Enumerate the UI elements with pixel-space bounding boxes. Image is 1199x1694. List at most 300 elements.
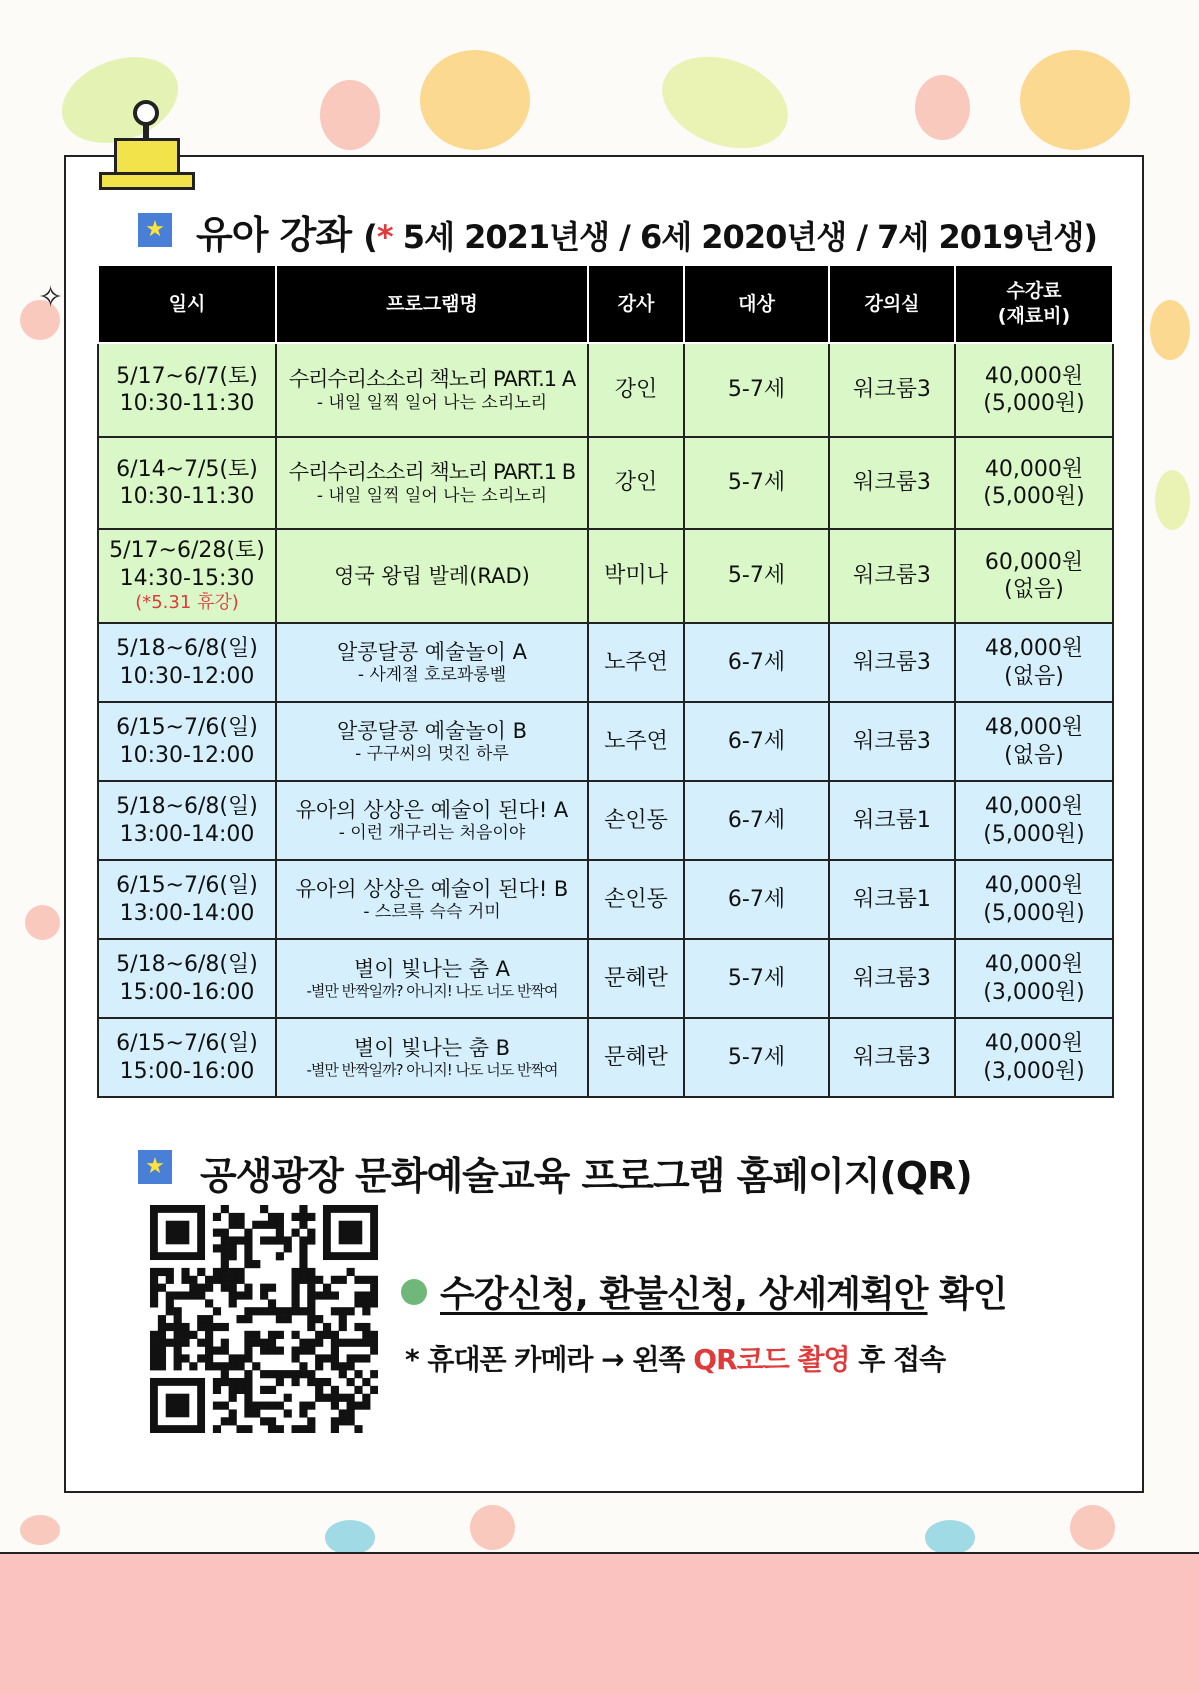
qr-module bbox=[307, 1291, 315, 1299]
qr-module bbox=[229, 1386, 237, 1394]
qr-module bbox=[339, 1409, 347, 1417]
qr-module bbox=[166, 1307, 174, 1315]
qr-module bbox=[370, 1386, 378, 1394]
qr-module bbox=[166, 1291, 174, 1299]
qr-module bbox=[362, 1276, 370, 1284]
qr-module bbox=[276, 1221, 284, 1229]
qr-module bbox=[331, 1354, 339, 1362]
qr-module bbox=[197, 1315, 205, 1323]
qr-module bbox=[174, 1315, 182, 1323]
qr-module bbox=[268, 1425, 276, 1433]
qr-module bbox=[205, 1339, 213, 1347]
qr-module bbox=[276, 1213, 284, 1221]
cell-room: 워크룸3 bbox=[829, 529, 955, 623]
qr-module bbox=[221, 1417, 229, 1425]
qr-module bbox=[299, 1307, 307, 1315]
qr-module bbox=[213, 1244, 221, 1252]
qr-module bbox=[354, 1339, 362, 1347]
qr-module bbox=[197, 1323, 205, 1331]
qr-module bbox=[244, 1291, 252, 1299]
qr-module bbox=[260, 1386, 268, 1394]
table-row bbox=[98, 702, 1113, 781]
bg-blob-blue bbox=[325, 1520, 375, 1555]
qr-module bbox=[213, 1213, 221, 1221]
qr-module bbox=[244, 1425, 252, 1433]
qr-module bbox=[221, 1268, 229, 1276]
cell-teacher: 박미나 bbox=[588, 529, 684, 623]
qr-module bbox=[244, 1378, 252, 1386]
qr-module bbox=[221, 1276, 229, 1284]
table-row bbox=[98, 1018, 1113, 1097]
qr-module bbox=[307, 1323, 315, 1331]
qr-module bbox=[347, 1378, 355, 1386]
qr-module bbox=[299, 1362, 307, 1370]
cell-program: 알콩달콩 예술놀이 B - 구구씨의 멋진 하루 bbox=[276, 702, 588, 781]
qr-module bbox=[181, 1354, 189, 1362]
cell-teacher: 손인동 bbox=[588, 860, 684, 939]
qr-module bbox=[197, 1284, 205, 1292]
qr-module bbox=[331, 1362, 339, 1370]
qr-module bbox=[362, 1331, 370, 1339]
qr-module bbox=[268, 1347, 276, 1355]
qr-module bbox=[174, 1362, 182, 1370]
qr-module bbox=[292, 1354, 300, 1362]
qr-module bbox=[284, 1370, 292, 1378]
qr-module bbox=[315, 1394, 323, 1402]
qr-module bbox=[221, 1236, 229, 1244]
qr-module bbox=[158, 1284, 166, 1292]
qr-module bbox=[323, 1284, 331, 1292]
qr-module bbox=[284, 1409, 292, 1417]
col-header-fee: 수강료 (재료비) bbox=[955, 265, 1113, 343]
green-dot-icon bbox=[401, 1279, 427, 1305]
qr-module bbox=[221, 1260, 229, 1268]
qr-module bbox=[299, 1347, 307, 1355]
qr-module bbox=[292, 1229, 300, 1237]
bg-blob-orange bbox=[1020, 50, 1130, 150]
bg-blob-pink bbox=[25, 905, 60, 940]
qr-module bbox=[197, 1268, 205, 1276]
qr-module bbox=[370, 1370, 378, 1378]
qr-module bbox=[347, 1394, 355, 1402]
qr-module bbox=[339, 1276, 347, 1284]
table-row bbox=[98, 529, 1113, 623]
qr-module bbox=[323, 1291, 331, 1299]
bg-blob-orange bbox=[420, 50, 530, 150]
qr-module bbox=[307, 1402, 315, 1410]
cell-target: 5-7세 bbox=[684, 529, 829, 623]
bg-blob-pink bbox=[1070, 1505, 1115, 1550]
cell-program: 알콩달콩 예술놀이 A - 사계절 호로꽈롱벨 bbox=[276, 623, 588, 702]
cell-fee: 40,000원 (5,000원) bbox=[955, 343, 1113, 437]
bg-blob-blue bbox=[925, 1520, 975, 1555]
qr-module bbox=[268, 1370, 276, 1378]
qr-module bbox=[229, 1284, 237, 1292]
qr-module bbox=[205, 1362, 213, 1370]
qr-module bbox=[150, 1284, 158, 1292]
qr-module bbox=[189, 1291, 197, 1299]
qr-module bbox=[252, 1402, 260, 1410]
qr-module bbox=[370, 1331, 378, 1339]
qr-module bbox=[244, 1244, 252, 1252]
qr-module bbox=[339, 1315, 347, 1323]
qr-module bbox=[166, 1323, 174, 1331]
qr-module bbox=[174, 1307, 182, 1315]
qr-module bbox=[299, 1370, 307, 1378]
qr-module bbox=[236, 1221, 244, 1229]
qr-module bbox=[292, 1268, 300, 1276]
cell-room: 워크룸1 bbox=[829, 781, 955, 860]
qr-module bbox=[299, 1213, 307, 1221]
qr-module bbox=[260, 1402, 268, 1410]
qr-module bbox=[244, 1331, 252, 1339]
qr-code[interactable] bbox=[150, 1205, 378, 1433]
qr-module bbox=[244, 1386, 252, 1394]
qr-module bbox=[229, 1378, 237, 1386]
qr-module bbox=[307, 1276, 315, 1284]
qr-module bbox=[236, 1354, 244, 1362]
qr-module bbox=[158, 1268, 166, 1276]
qr-module bbox=[362, 1378, 370, 1386]
qr-module bbox=[276, 1347, 284, 1355]
qr-module bbox=[181, 1331, 189, 1339]
qr-module bbox=[299, 1205, 307, 1213]
qr-module bbox=[213, 1323, 221, 1331]
cell-fee: 40,000원 (5,000원) bbox=[955, 781, 1113, 860]
qr-module bbox=[229, 1236, 237, 1244]
qr-module bbox=[276, 1378, 284, 1386]
qr-module bbox=[354, 1425, 362, 1433]
qr-module bbox=[354, 1299, 362, 1307]
qr-module bbox=[331, 1307, 339, 1315]
cell-program: 유아의 상상은 예술이 된다! A - 이런 개구리는 처음이야 bbox=[276, 781, 588, 860]
qr-module bbox=[229, 1252, 237, 1260]
cell-room: 워크룸3 bbox=[829, 1018, 955, 1097]
qr-module bbox=[362, 1299, 370, 1307]
cell-target: 5-7세 bbox=[684, 437, 829, 529]
cell-date: 5/18~6/8(일) 15:00-16:00 bbox=[98, 939, 276, 1018]
qr-module bbox=[307, 1425, 315, 1433]
qr-module bbox=[205, 1299, 213, 1307]
qr-module bbox=[229, 1276, 237, 1284]
qr-module bbox=[213, 1425, 221, 1433]
qr-module bbox=[205, 1347, 213, 1355]
qr-module bbox=[260, 1205, 268, 1213]
qr-module bbox=[158, 1339, 166, 1347]
table-row bbox=[98, 623, 1113, 702]
qr-module bbox=[362, 1339, 370, 1347]
qr-module bbox=[268, 1417, 276, 1425]
heading-title: 유아 강좌 bbox=[196, 213, 352, 257]
qr-module bbox=[276, 1402, 284, 1410]
qr-module bbox=[347, 1307, 355, 1315]
binder-clip-body bbox=[114, 138, 180, 176]
qr-module bbox=[221, 1402, 229, 1410]
qr-module bbox=[236, 1268, 244, 1276]
qr-finder-inner bbox=[166, 1221, 190, 1245]
qr-module bbox=[315, 1276, 323, 1284]
qr-module bbox=[354, 1323, 362, 1331]
qr-module bbox=[276, 1307, 284, 1315]
qr-module bbox=[150, 1354, 158, 1362]
qr-module bbox=[189, 1276, 197, 1284]
qr-module bbox=[315, 1378, 323, 1386]
cell-fee: 60,000원 (없음) bbox=[955, 529, 1113, 623]
qr-module bbox=[299, 1409, 307, 1417]
qr-module bbox=[284, 1236, 292, 1244]
cell-date: 5/17~6/28(토) 14:30-15:30 (*5.31 휴강) bbox=[98, 529, 276, 623]
cell-date: 5/18~6/8(일) 13:00-14:00 bbox=[98, 781, 276, 860]
qr-module bbox=[197, 1291, 205, 1299]
cell-target: 5-7세 bbox=[684, 939, 829, 1018]
qr-module bbox=[347, 1409, 355, 1417]
qr-module bbox=[339, 1394, 347, 1402]
qr-module bbox=[299, 1425, 307, 1433]
cell-date: 6/15~7/6(일) 13:00-14:00 bbox=[98, 860, 276, 939]
qr-module bbox=[307, 1378, 315, 1386]
qr-module bbox=[362, 1402, 370, 1410]
bg-blob-pink bbox=[20, 1515, 60, 1545]
binder-clip-icon bbox=[133, 100, 159, 126]
qr-module bbox=[150, 1347, 158, 1355]
qr-module bbox=[150, 1362, 158, 1370]
qr-module bbox=[166, 1276, 174, 1284]
qr-module bbox=[307, 1236, 315, 1244]
qr-module bbox=[229, 1213, 237, 1221]
qr-module bbox=[331, 1276, 339, 1284]
qr-module bbox=[347, 1417, 355, 1425]
qr-module bbox=[252, 1260, 260, 1268]
qr-module bbox=[166, 1268, 174, 1276]
qr-module bbox=[236, 1213, 244, 1221]
qr-module bbox=[323, 1323, 331, 1331]
qr-module bbox=[362, 1323, 370, 1331]
bg-blob-pink bbox=[320, 80, 380, 150]
qr-module bbox=[315, 1354, 323, 1362]
cell-target: 6-7세 bbox=[684, 781, 829, 860]
qr-module bbox=[229, 1291, 237, 1299]
cell-teacher: 강인 bbox=[588, 437, 684, 529]
qr-module bbox=[236, 1386, 244, 1394]
qr-module bbox=[166, 1299, 174, 1307]
qr-module bbox=[268, 1284, 276, 1292]
star-icon: ★ bbox=[138, 213, 172, 247]
qr-module bbox=[244, 1284, 252, 1292]
qr-module bbox=[221, 1205, 229, 1213]
cell-target: 6-7세 bbox=[684, 702, 829, 781]
qr-module bbox=[236, 1315, 244, 1323]
cell-teacher: 문혜란 bbox=[588, 1018, 684, 1097]
qr-module bbox=[236, 1425, 244, 1433]
qr-module bbox=[331, 1291, 339, 1299]
qr-module bbox=[260, 1236, 268, 1244]
qr-module bbox=[229, 1268, 237, 1276]
qr-module bbox=[252, 1221, 260, 1229]
col-header-date: 일시 bbox=[98, 265, 276, 343]
qr-module bbox=[370, 1284, 378, 1292]
table-header-row bbox=[98, 265, 1113, 343]
qr-module bbox=[244, 1354, 252, 1362]
qr-module bbox=[307, 1307, 315, 1315]
bottom-band bbox=[0, 1552, 1199, 1694]
qr-module bbox=[362, 1354, 370, 1362]
qr-module bbox=[339, 1323, 347, 1331]
qr-module bbox=[189, 1331, 197, 1339]
col-header-teacher: 강사 bbox=[588, 265, 684, 343]
qr-module bbox=[331, 1347, 339, 1355]
qr-module bbox=[347, 1354, 355, 1362]
qr-module bbox=[205, 1331, 213, 1339]
sparkle-icon: ✧ bbox=[38, 280, 64, 315]
qr-module bbox=[284, 1315, 292, 1323]
qr-module bbox=[236, 1236, 244, 1244]
qr-module bbox=[181, 1276, 189, 1284]
qr-module bbox=[362, 1307, 370, 1315]
qr-module bbox=[150, 1331, 158, 1339]
qr-module bbox=[299, 1268, 307, 1276]
qr-module bbox=[268, 1402, 276, 1410]
qr-module bbox=[299, 1252, 307, 1260]
cell-fee: 40,000원 (3,000원) bbox=[955, 1018, 1113, 1097]
qr-module bbox=[268, 1299, 276, 1307]
schedule-table bbox=[97, 264, 1114, 1098]
qr-module bbox=[307, 1417, 315, 1425]
qr-module bbox=[299, 1236, 307, 1244]
qr-module bbox=[221, 1347, 229, 1355]
qr-module bbox=[174, 1347, 182, 1355]
qr-module bbox=[229, 1299, 237, 1307]
cell-room: 워크룸3 bbox=[829, 437, 955, 529]
qr-module bbox=[252, 1331, 260, 1339]
qr-module bbox=[331, 1394, 339, 1402]
qr-module bbox=[292, 1307, 300, 1315]
qr-module bbox=[315, 1291, 323, 1299]
qr-module bbox=[260, 1291, 268, 1299]
qr-module bbox=[292, 1299, 300, 1307]
col-header-target: 대상 bbox=[684, 265, 829, 343]
apply-links-text: 수강신청, 환불신청, 상세계획안 bbox=[440, 1274, 928, 1315]
qr-module bbox=[205, 1323, 213, 1331]
qr-module bbox=[292, 1213, 300, 1221]
qr-module bbox=[307, 1229, 315, 1237]
qr-module bbox=[331, 1425, 339, 1433]
qr-module bbox=[260, 1307, 268, 1315]
bg-blob-orange bbox=[1150, 300, 1190, 360]
qr-module bbox=[292, 1347, 300, 1355]
heading-subtitle: (* 5세 2021년생 / 6세 2020년생 / 7세 2019년생) bbox=[363, 218, 1097, 256]
cell-fee: 40,000원 (3,000원) bbox=[955, 939, 1113, 1018]
qr-module bbox=[292, 1331, 300, 1339]
qr-module bbox=[292, 1370, 300, 1378]
qr-module bbox=[370, 1299, 378, 1307]
cell-program: 별이 빛나는 춤 A -별만 반짝일까? 아니지! 나도 너도 반짝여 bbox=[276, 939, 588, 1018]
qr-module bbox=[244, 1315, 252, 1323]
qr-module bbox=[299, 1339, 307, 1347]
qr-module bbox=[362, 1291, 370, 1299]
qr-module bbox=[260, 1284, 268, 1292]
qr-module bbox=[276, 1252, 284, 1260]
cell-target: 6-7세 bbox=[684, 860, 829, 939]
qr-module bbox=[244, 1260, 252, 1268]
qr-module bbox=[292, 1291, 300, 1299]
qr-module bbox=[370, 1347, 378, 1355]
qr-module bbox=[221, 1370, 229, 1378]
qr-module bbox=[252, 1307, 260, 1315]
qr-module bbox=[315, 1315, 323, 1323]
qr-module bbox=[244, 1236, 252, 1244]
table-row bbox=[98, 343, 1113, 437]
qr-module bbox=[331, 1386, 339, 1394]
bg-blob-green bbox=[649, 40, 800, 164]
cell-date: 6/15~7/6(일) 10:30-12:00 bbox=[98, 702, 276, 781]
qr-module bbox=[205, 1276, 213, 1284]
qr-module bbox=[339, 1339, 347, 1347]
qr-module bbox=[276, 1229, 284, 1237]
qr-module bbox=[347, 1362, 355, 1370]
qr-module bbox=[229, 1354, 237, 1362]
cell-room: 워크룸1 bbox=[829, 860, 955, 939]
qr-module bbox=[158, 1354, 166, 1362]
table-row bbox=[98, 781, 1113, 860]
qr-module bbox=[292, 1276, 300, 1284]
qr-module bbox=[205, 1354, 213, 1362]
qr-module bbox=[252, 1362, 260, 1370]
bg-blob-green bbox=[1155, 470, 1190, 530]
qr-module bbox=[150, 1268, 158, 1276]
qr-finder-inner bbox=[339, 1221, 363, 1245]
qr-module bbox=[260, 1417, 268, 1425]
qr-module bbox=[339, 1417, 347, 1425]
cell-room: 워크룸3 bbox=[829, 702, 955, 781]
cell-date-note: (*5.31 휴강) bbox=[135, 592, 239, 614]
qr-module bbox=[244, 1229, 252, 1237]
qr-module bbox=[276, 1331, 284, 1339]
qr-module bbox=[221, 1339, 229, 1347]
qr-module bbox=[213, 1347, 221, 1355]
qr-module bbox=[347, 1339, 355, 1347]
col-header-room: 강의실 bbox=[829, 265, 955, 343]
qr-module bbox=[284, 1244, 292, 1252]
qr-module bbox=[292, 1284, 300, 1292]
qr-module bbox=[244, 1347, 252, 1355]
cell-target: 6-7세 bbox=[684, 623, 829, 702]
qr-module bbox=[268, 1236, 276, 1244]
qr-module bbox=[174, 1291, 182, 1299]
apply-info: 수강신청, 환불신청, 상세계획안 확인 bbox=[440, 1274, 1007, 1315]
qr-module bbox=[221, 1323, 229, 1331]
qr-module bbox=[197, 1354, 205, 1362]
qr-guide-highlight: QR코드 촬영 bbox=[693, 1343, 850, 1376]
col-header-program: 프로그램명 bbox=[276, 265, 588, 343]
qr-module bbox=[158, 1315, 166, 1323]
qr-module bbox=[268, 1339, 276, 1347]
cell-fee: 48,000원 (없음) bbox=[955, 623, 1113, 702]
cell-teacher: 문혜란 bbox=[588, 939, 684, 1018]
qr-module bbox=[284, 1394, 292, 1402]
cell-date: 6/14~7/5(토) 10:30-11:30 bbox=[98, 437, 276, 529]
qr-module bbox=[276, 1315, 284, 1323]
cell-target: 5-7세 bbox=[684, 343, 829, 437]
qr-module bbox=[150, 1299, 158, 1307]
qr-module bbox=[339, 1307, 347, 1315]
qr-module bbox=[229, 1417, 237, 1425]
qr-module bbox=[197, 1339, 205, 1347]
qr-module bbox=[331, 1402, 339, 1410]
qr-module bbox=[229, 1394, 237, 1402]
qr-module bbox=[244, 1394, 252, 1402]
qr-module bbox=[229, 1362, 237, 1370]
qr-module bbox=[260, 1347, 268, 1355]
